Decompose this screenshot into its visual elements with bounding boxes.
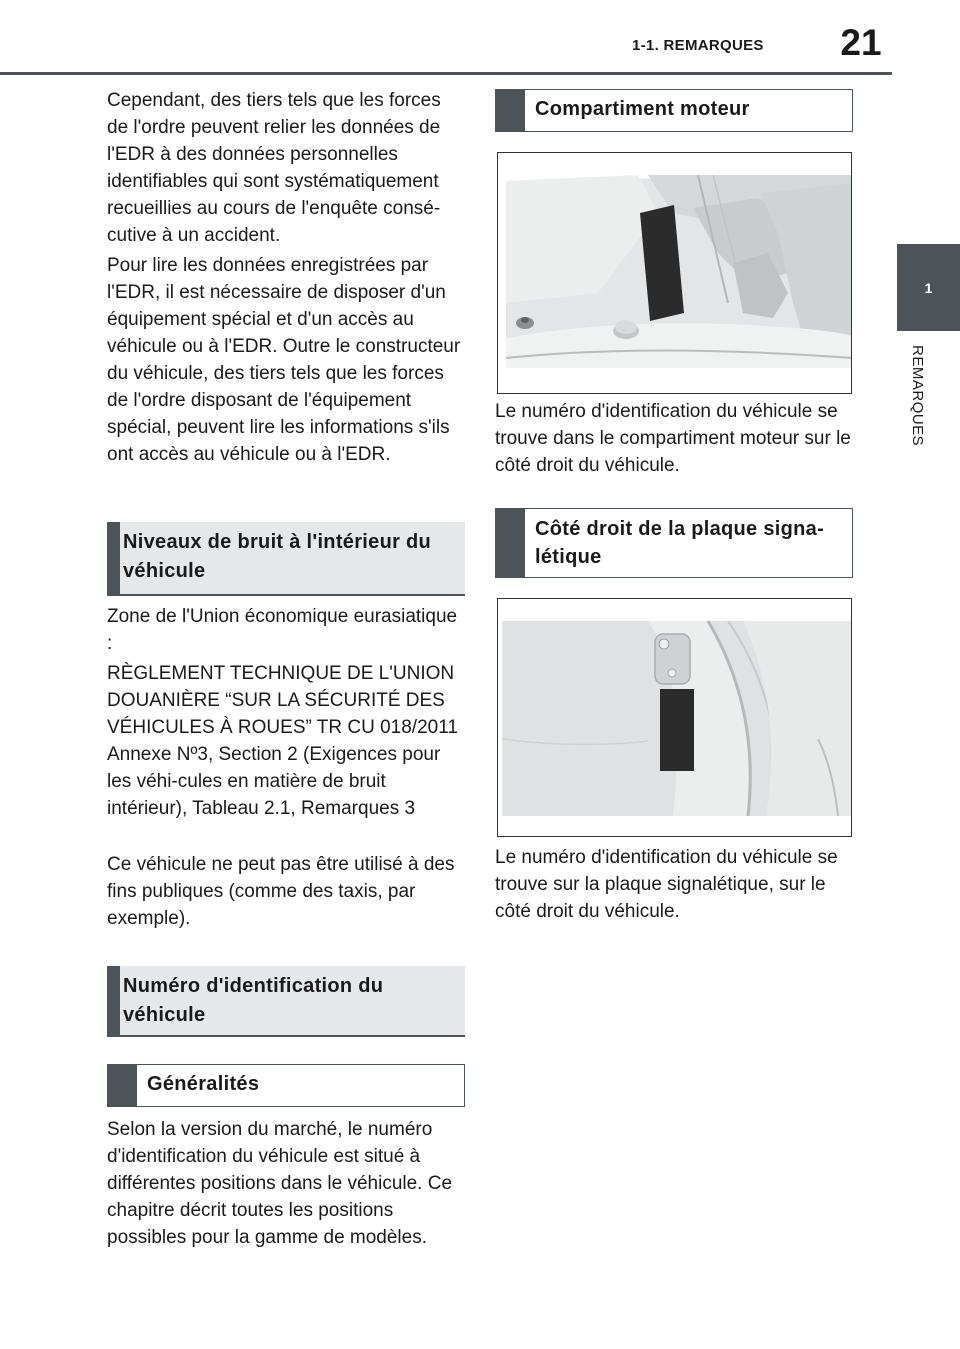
page-number: 21 xyxy=(840,22,882,63)
heading-vin-text: Numéro d'identification du véhicule xyxy=(123,975,384,1026)
paragraph-regulation: RÈGLEMENT TECHNIQUE DE L'UNION DOUANIÈRE “SUR LA SÉCURITÉ DES VÉHICULES À ROUES” TR CU 018/2011 Annexe Nº3, Section 2 (Exigences pour les véhi-cules en matière de bruit intérieur), Tableau 2.1, Remarques 3 xyxy=(107,663,458,819)
heading-noise-text: Niveaux de bruit à l'intérieur du véhicule xyxy=(123,531,432,582)
caption-engine-compartment: Le numéro d'identification du véhicule se trouve dans le compartiment moteur sur le côté droit du véhicule. xyxy=(495,401,851,476)
chapter-tab[interactable] xyxy=(897,244,960,331)
caption-plate: Le numéro d'identification du véhicule se trouve sur la plaque signalétique, sur le côté droit du véhicule. xyxy=(495,847,838,922)
figure-engine-compartment xyxy=(497,152,852,394)
subheading-engine-text: Compartiment moteur xyxy=(535,98,750,120)
figure-door-pillar xyxy=(497,598,852,837)
paragraph-edr-privacy: Cependant, des tiers tels que les forces de l'ordre peuvent relier les données de l'EDR à des données personnelles identifiables qui sont systématiquement recueillies au cours de l'enquête consé-cutive à un accident. xyxy=(107,90,441,246)
chapter-label: REMARQUES xyxy=(909,345,926,447)
subheading-accent-bar xyxy=(108,1065,137,1106)
subheading-general-text: Généralités xyxy=(147,1073,260,1095)
paragraph-zone: Zone de l'Union économique eurasiatique : xyxy=(107,606,458,654)
subheading-engine-compartment xyxy=(495,89,853,132)
section-title: 1-1. REMARQUES xyxy=(632,37,764,54)
subheading-accent-bar xyxy=(496,509,525,577)
chapter-label-wrap xyxy=(895,345,945,475)
subheading-accent-bar xyxy=(496,90,525,131)
paragraph-general: Selon la version du marché, le numéro d'identification du véhicule est situé à différentes positions dans le véhicule. Ce chapitre décrit toutes les positions possibles pour la gamme de modèles. xyxy=(107,1119,453,1248)
engine-compartment-illustration xyxy=(498,153,852,394)
heading-accent-bar xyxy=(107,966,120,1035)
subheading-plate-text: Côté droit de la plaque signa-létique xyxy=(535,518,825,568)
subheading-general xyxy=(107,1064,465,1107)
heading-accent-bar xyxy=(107,522,120,594)
header-rule xyxy=(0,72,892,75)
paragraph-edr-reading: Pour lire les données enregistrées par l'EDR, il est nécessaire de disposer d'un équipement spécial et d'un accès au véhicule ou à l'EDR. Outre le constructeur du véhicule, des tiers tels que les forces de l'ordre disposant de l'équipement spécial, peuvent lire les informations s'ils ont accès au véhicule ou à l'EDR. xyxy=(107,255,461,465)
chapter-number: 1 xyxy=(924,279,933,296)
subheading-plate xyxy=(495,508,853,578)
paragraph-public-use: Ce véhicule ne peut pas être utilisé à des fins publiques (comme des taxis, par exemple). xyxy=(107,854,455,929)
heading-noise-levels xyxy=(107,522,465,596)
door-pillar-illustration xyxy=(498,599,852,837)
heading-vin xyxy=(107,966,465,1037)
